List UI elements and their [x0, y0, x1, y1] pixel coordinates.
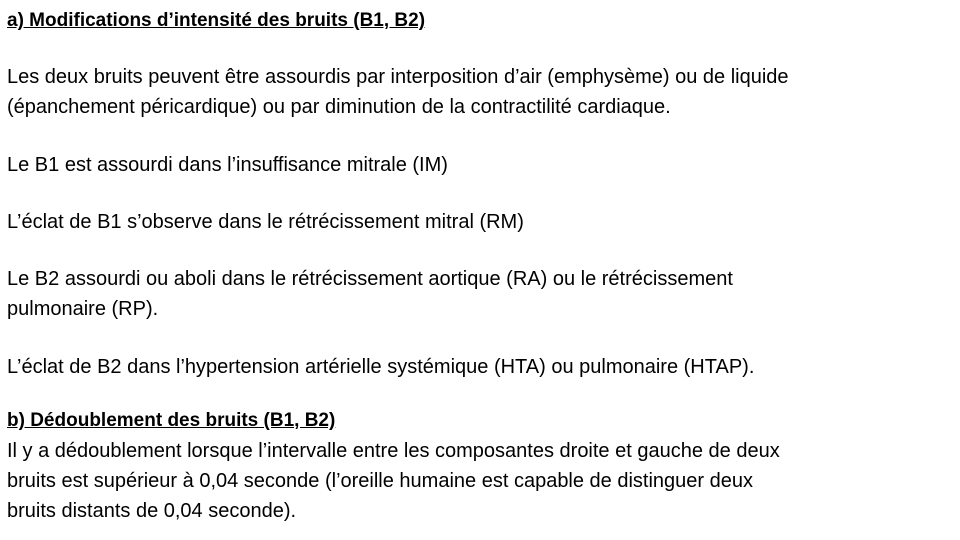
paragraph-b1-eclat — [7, 207, 953, 237]
text-line: Le B2 assourdi ou aboli dans le rétrécissement aortique (RA) ou le rétrécissement — [7, 268, 733, 290]
text-line: Le B1 est assourdi dans l’insuffisance mitrale (IM) — [7, 154, 448, 176]
slide-content — [7, 0, 953, 540]
paragraph-b2-assourdi — [7, 264, 953, 324]
paragraph-b2-eclat — [7, 352, 953, 382]
text-line: L’éclat de B1 s’observe dans le rétrécissement mitral (RM) — [7, 211, 524, 233]
text-line: (épanchement péricardique) ou par diminution de la contractilité cardiaque. — [7, 96, 671, 118]
paragraph-dedoublement — [7, 436, 953, 526]
paragraph-b1-assourdi — [7, 150, 953, 180]
section-a-title: a) Modifications d’intensité des bruits (B1, B2) — [7, 10, 426, 31]
text-line: bruits est supérieur à 0,04 seconde (l’oreille humaine est capable de distinguer deux — [7, 470, 754, 492]
text-line: pulmonaire (RP). — [7, 298, 159, 320]
paragraph-intensity-general — [7, 62, 953, 122]
text-line: bruits distants de 0,04 seconde). — [7, 500, 297, 522]
section-b-title: b) Dédoublement des bruits (B1, B2) — [7, 410, 336, 431]
text-line: Il y a dédoublement lorsque l’intervalle entre les composantes droite et gauche de deux — [7, 440, 780, 462]
text-line: L’éclat de B2 dans l’hypertension artérielle systémique (HTA) ou pulmonaire (HTAP). — [7, 356, 755, 378]
text-line: Les deux bruits peuvent être assourdis par interposition d’air (emphysème) ou de liquide — [7, 66, 789, 88]
